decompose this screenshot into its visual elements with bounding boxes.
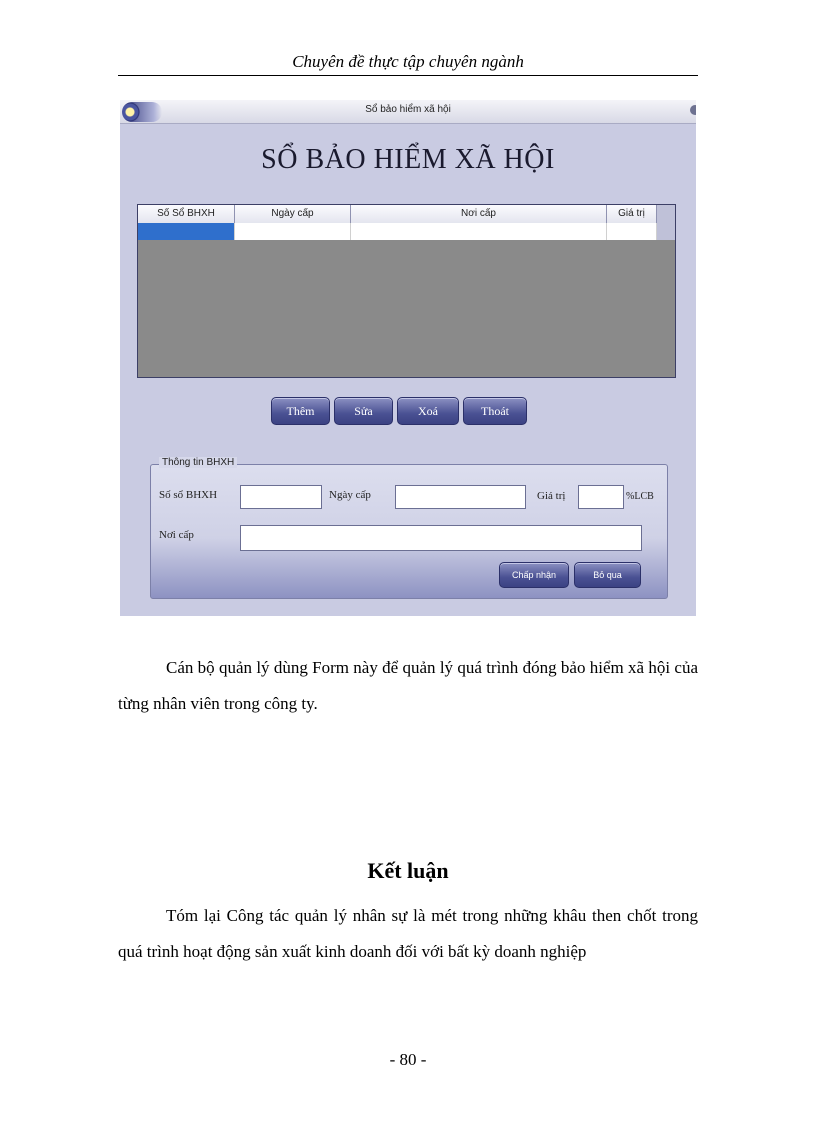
page-header: Chuyên đề thực tập chuyên ngành xyxy=(292,52,524,71)
bhxh-grid[interactable] xyxy=(137,204,676,378)
paragraph-conclusion: Tóm lại Công tác quản lý nhân sự là mét trong những khâu then chốt trong quá trình hoạt động sản xuất kinh doanh đối với bất kỳ doanh nghiệp xyxy=(118,906,698,961)
ngay-cap-label: Ngày cấp xyxy=(329,489,371,501)
grid-cell-selected[interactable] xyxy=(138,223,235,240)
column-header-gia-tri[interactable]: Giá trị xyxy=(607,205,657,223)
so-so-label: Số sổ BHXH xyxy=(159,489,218,501)
paragraph-form-description: Cán bộ quản lý dùng Form này để quản lý quá trình đóng bảo hiểm xã hội của từng nhân viên trong công ty. xyxy=(118,658,698,713)
gia-tri-unit: %LCB xyxy=(626,491,654,502)
column-header-noi-cap[interactable]: Nơi cấp xyxy=(351,205,607,223)
page-number: - 80 - xyxy=(389,1050,427,1069)
accept-button[interactable]: Chấp nhận xyxy=(499,562,569,588)
grid-header xyxy=(138,205,675,224)
column-header-so-so[interactable]: Số Sổ BHXH xyxy=(138,205,235,223)
window-titlebar xyxy=(120,100,696,124)
window-title: Sổ bảo hiểm xã hội xyxy=(365,104,451,115)
edit-button[interactable]: Sửa xyxy=(334,397,393,425)
grid-cell[interactable] xyxy=(351,223,607,240)
exit-button[interactable]: Thoát xyxy=(463,397,527,425)
form-heading: SỔ BẢO HIỂM XÃ HỘI xyxy=(261,144,555,175)
bhxh-window xyxy=(120,100,696,616)
add-button[interactable]: Thêm xyxy=(271,397,330,425)
so-so-input[interactable] xyxy=(240,485,322,509)
gia-tri-label: Giá trị xyxy=(537,490,566,502)
grid-cell[interactable] xyxy=(235,223,351,240)
delete-button[interactable]: Xoá xyxy=(397,397,459,425)
grid-new-row[interactable] xyxy=(138,223,675,240)
noi-cap-input[interactable] xyxy=(240,525,642,551)
grid-cell[interactable] xyxy=(607,223,657,240)
group-legend: Thông tin BHXH xyxy=(159,457,237,468)
skip-button[interactable]: Bỏ qua xyxy=(574,562,641,588)
bhxh-info-group xyxy=(150,457,668,599)
grid-scrollbar[interactable] xyxy=(657,205,675,240)
ngay-cap-input[interactable] xyxy=(395,485,526,509)
gia-tri-input[interactable] xyxy=(578,485,624,509)
header-rule xyxy=(118,75,698,76)
column-header-ngay-cap[interactable]: Ngày cấp xyxy=(235,205,351,223)
noi-cap-label: Nơi cấp xyxy=(159,529,194,541)
window-control-icon[interactable] xyxy=(690,105,696,115)
section-title: Kết luận xyxy=(367,858,449,883)
